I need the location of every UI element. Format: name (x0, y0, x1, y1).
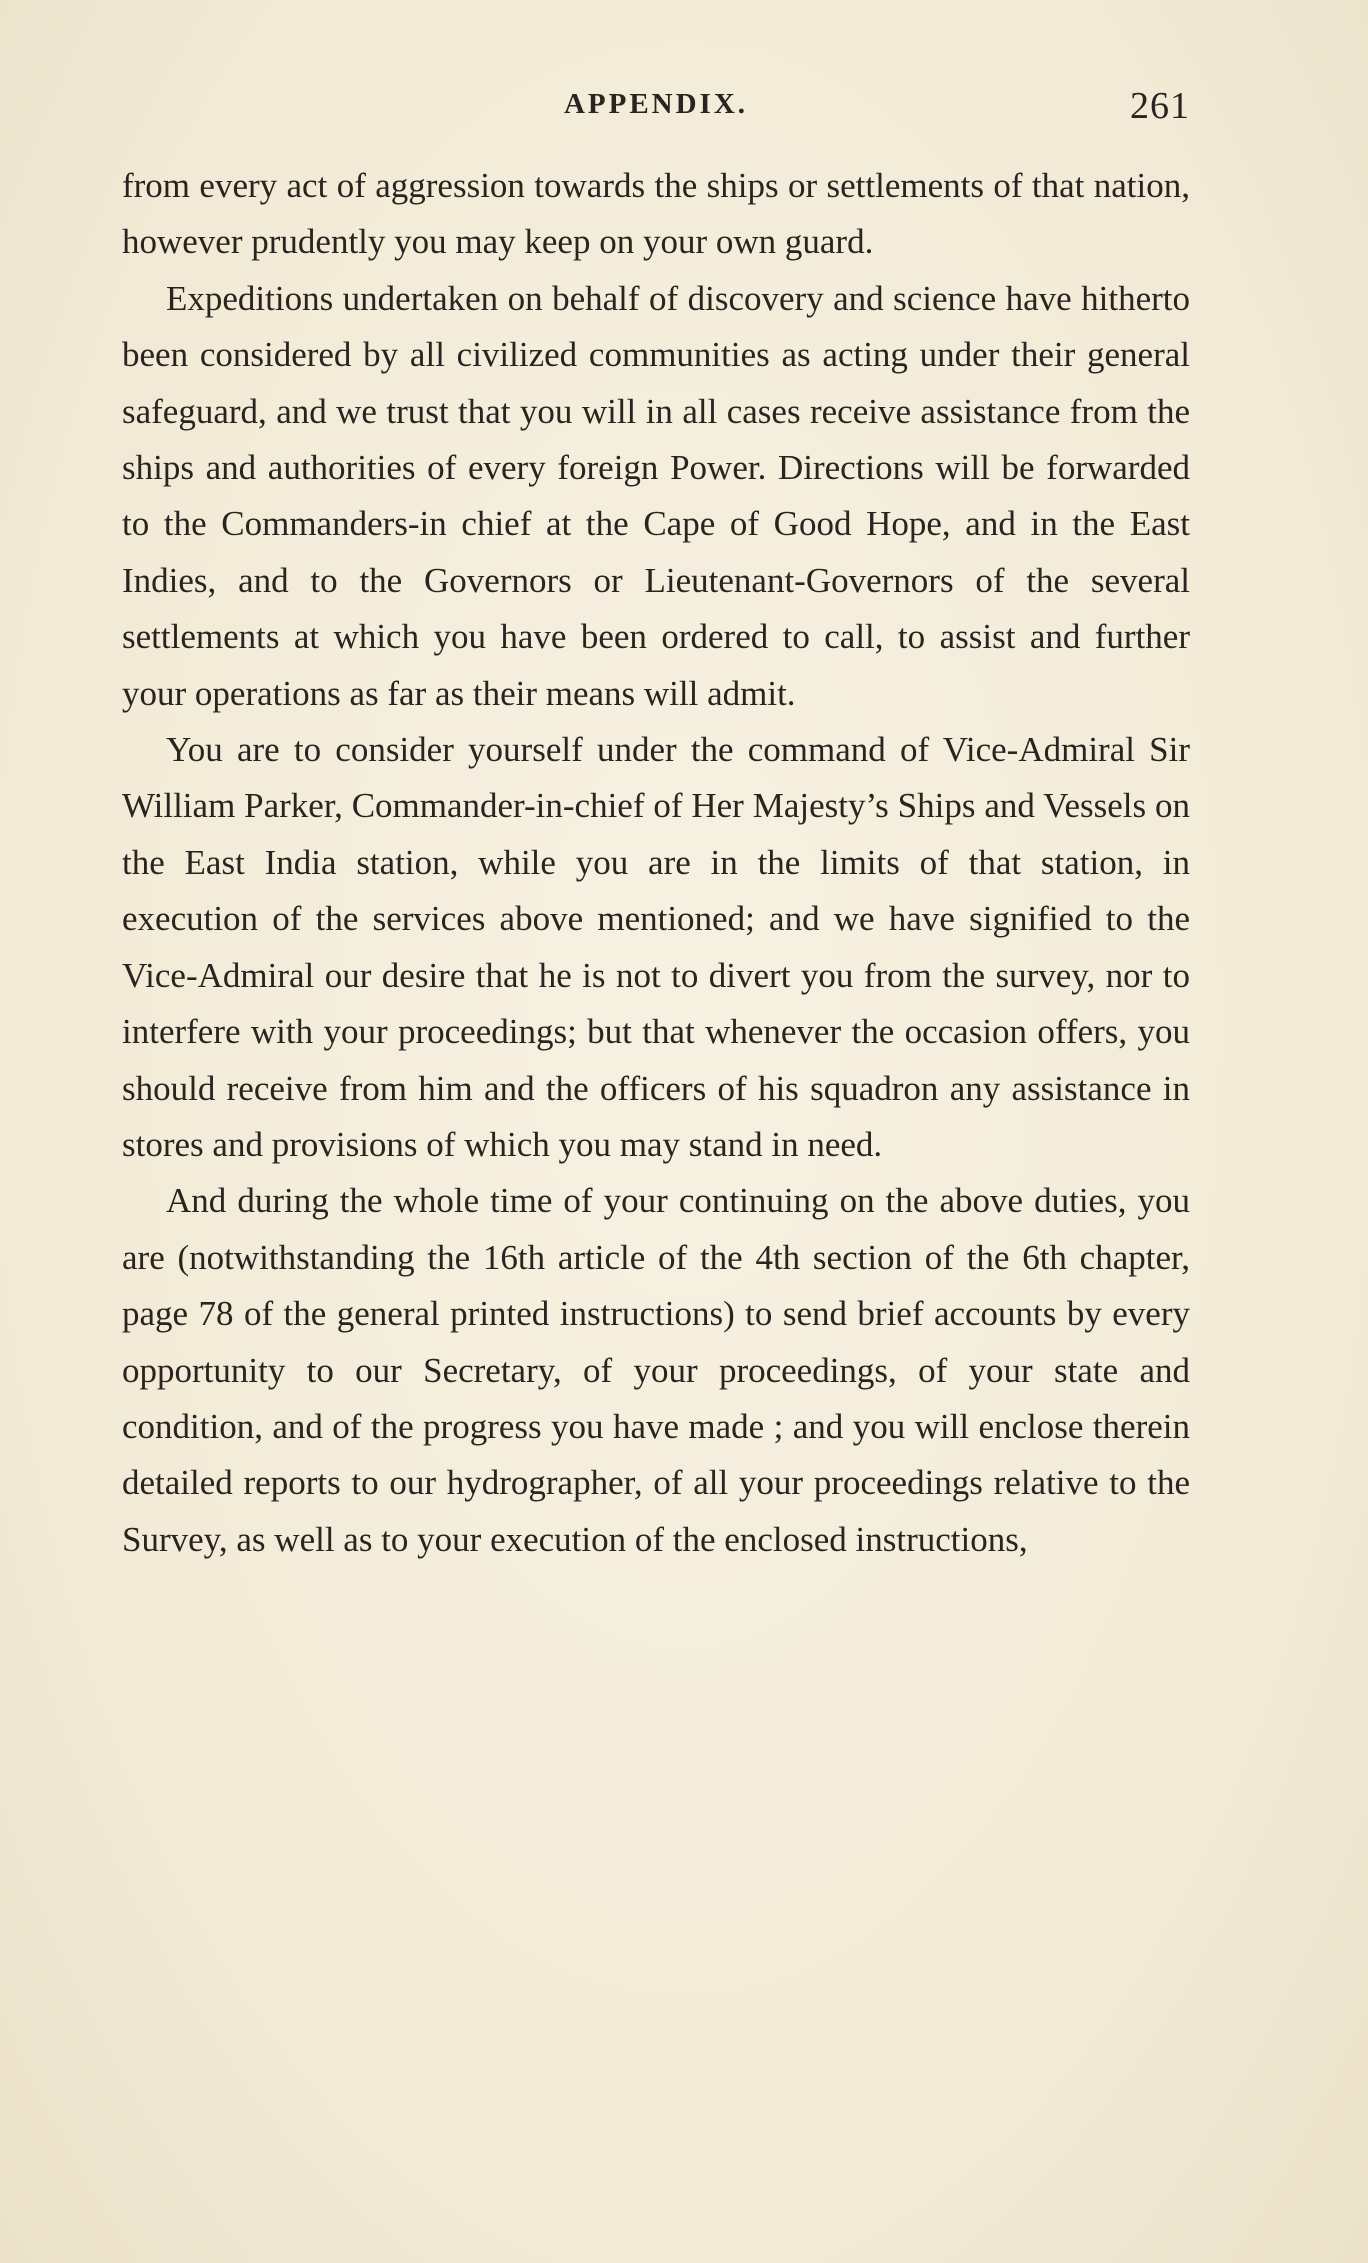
paragraph: from every act of aggression towards the ships or settlements of that nation, however prudently you may keep on your own guard. (122, 166, 1190, 262)
paragraph: You are to consider yourself under the command of Vice-Admiral Sir William Parker, Commander-in-chief of Her Majesty’s Ships and Vessels on the East India station, while you are in the limits of that station, in execution of the services above mentioned; and we have signified to the Vice-Admiral our desire that he is not to divert you from the survey, nor to interfere with your proceedings; but that whenever the occasion offers, you should receive from him and the officers of his squadron any assistance in stores and provisions of which you may stand in need. (122, 730, 1190, 1164)
paragraph: And during the whole time of your continuing on the above duties, you are (notwithstanding the 16th article of the 4th section of the 6th chapter, page 78 of the general printed instructions) to send brief accounts by every opportunity to our Secretary, of your proceedings, of your state and condition, and of the progress you have made ; and you will enclose therein detailed reports to our hydrographer, of all your proceedings relative to the Survey, as well as to your execution of the enclosed instructions, (122, 1181, 1190, 1559)
page-number: 261 (1130, 85, 1190, 127)
running-head: APPENDIX. (563, 88, 749, 120)
page-header (122, 85, 1190, 136)
body-text (122, 158, 1190, 1568)
paragraph: Expeditions undertaken on behalf of discovery and science have hitherto been considered by all civilized communities as acting under their general safeguard, and we trust that you will in all cases receive assistance from the ships and authorities of every foreign Power. Directions will be forwarded to the Commanders-in chief at the Cape of Good Hope, and in the East Indies, and to the Governors or Lieutenant-Governors of the several settlements at which you have been ordered to call, to assist and further your operations as far as their means will admit. (122, 278, 1190, 713)
